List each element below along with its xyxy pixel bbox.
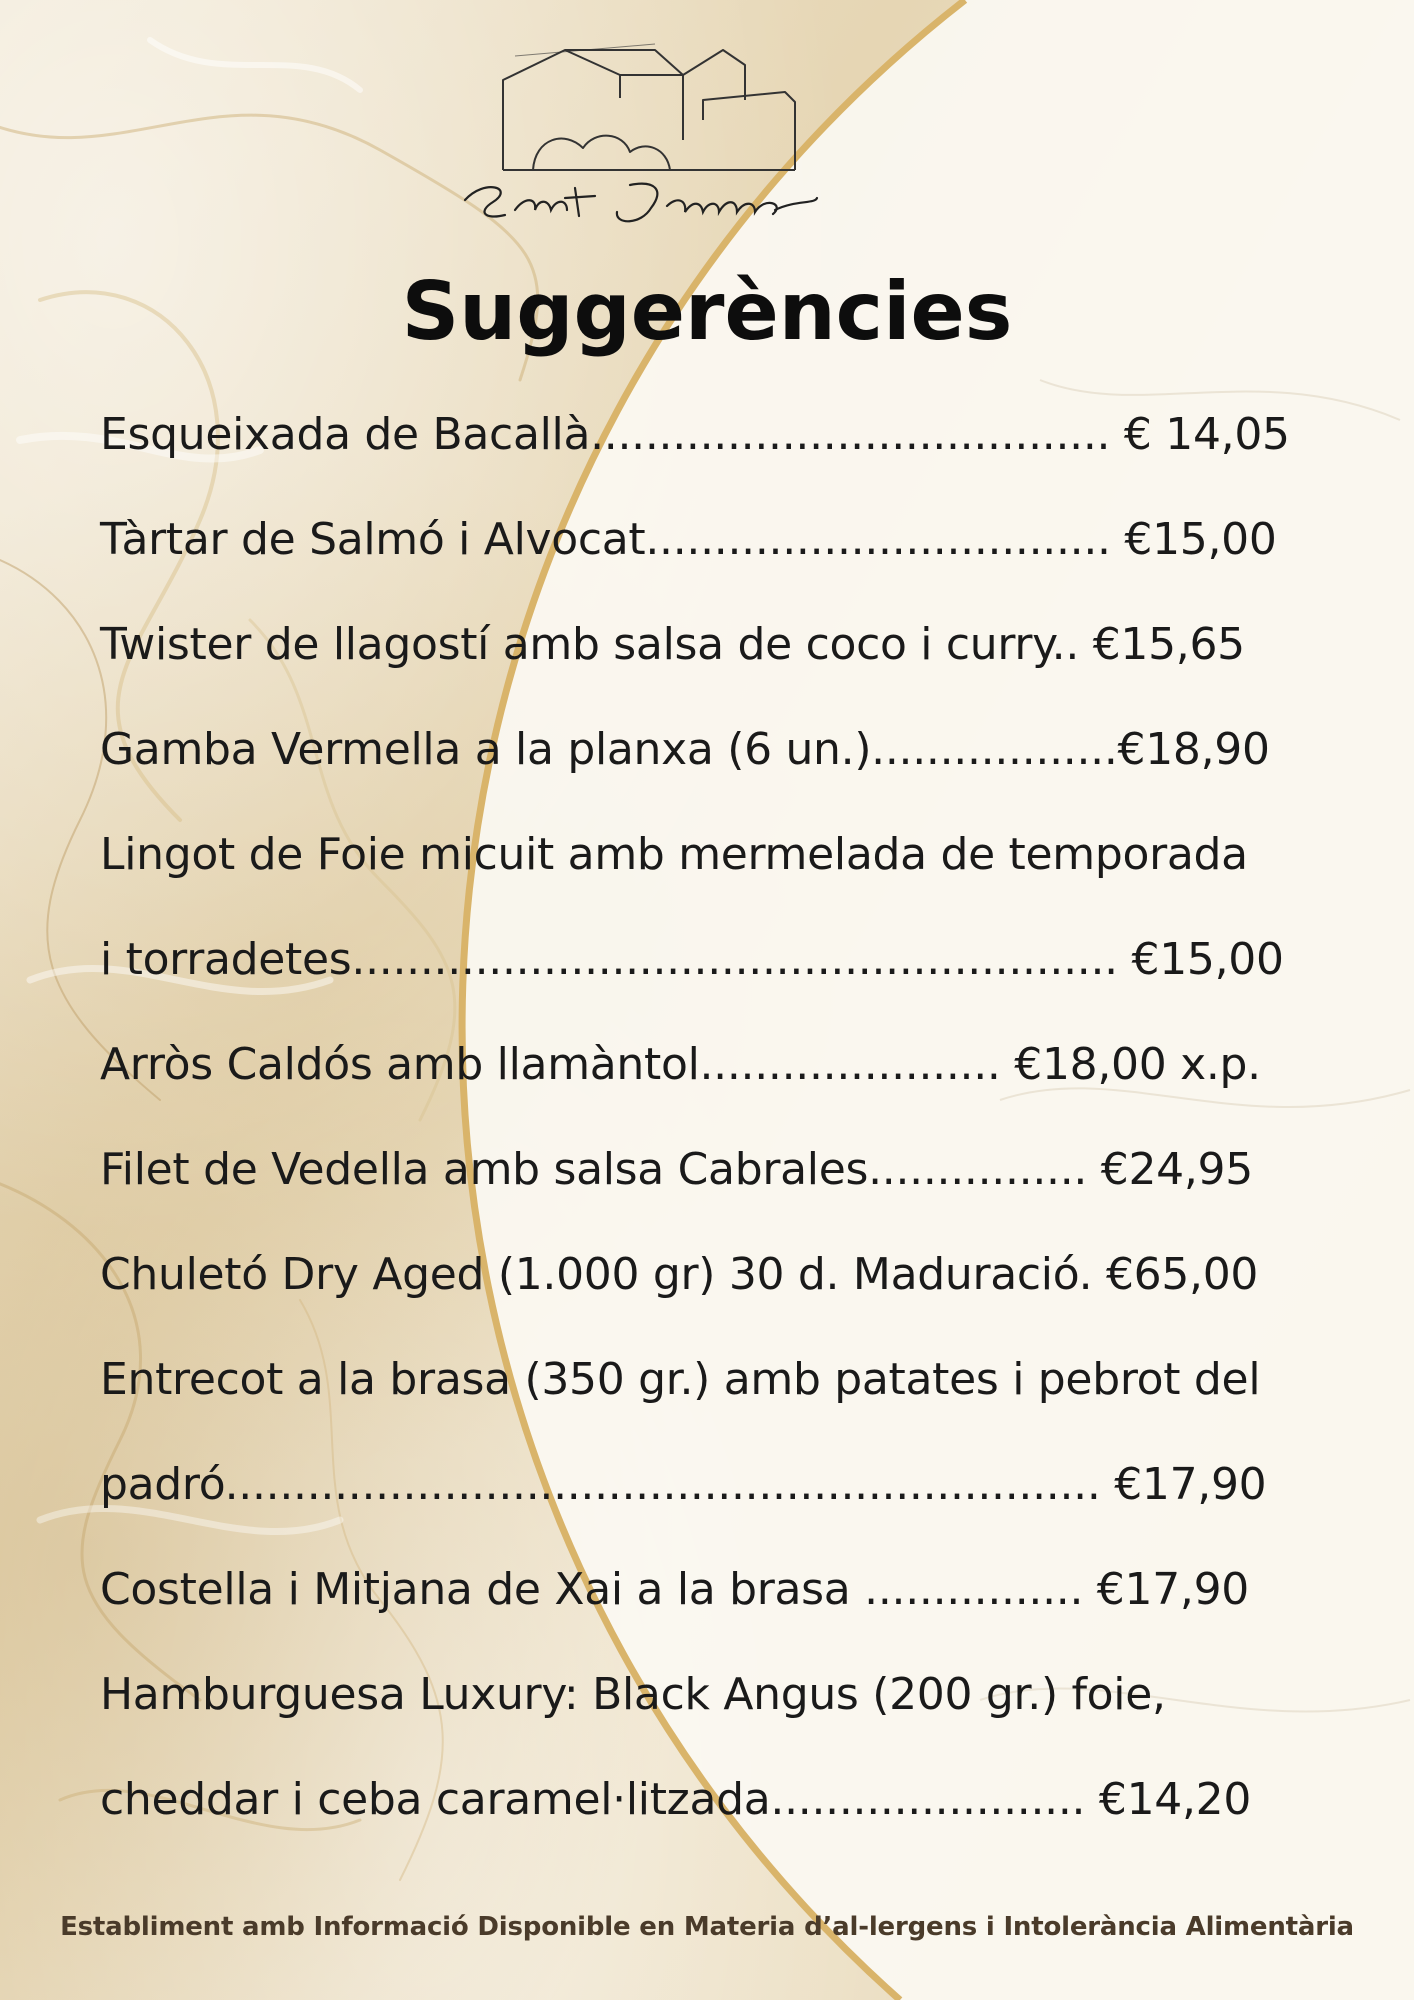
page-title: Suggerències	[401, 265, 1013, 358]
house-outline-icon	[455, 20, 955, 235]
menu-item-entrecot-line1: Entrecot a la brasa (350 gr.) amb patates i pebrot del	[100, 1354, 1261, 1405]
menu-item-filet: Filet de Vedella amb salsa Cabrales................ €24,95	[100, 1144, 1253, 1195]
menu-item-tartar: Tàrtar de Salmó i Alvocat.................................. €15,00	[100, 514, 1277, 565]
menu-item-chuleto: Chuletó Dry Aged (1.000 gr) 30 d. Maduració. €65,00	[100, 1249, 1259, 1300]
menu-item-arros: Arròs Caldós amb llamàntol...................... €18,00 x.p.	[100, 1039, 1261, 1090]
menu-item-costella: Costella i Mitjana de Xai a la brasa ................ €17,90	[100, 1564, 1249, 1615]
menu-item-entrecot-line2: padró................................................................ €17,90	[100, 1459, 1267, 1510]
menu-item-gamba: Gamba Vermella a la planxa (6 un.)..................€18,90	[100, 724, 1270, 775]
menu-item-hamburguesa-line1: Hamburguesa Luxury: Black Angus (200 gr.) foie,	[100, 1669, 1166, 1720]
allergen-notice: Establiment amb Informació Disponible en Materia d’al-lergens i Intolerància Alimentària	[60, 1912, 1354, 1942]
menu-list	[100, 400, 1340, 1870]
sant-jaume-signature	[465, 184, 817, 222]
menu-item-hamburguesa-line2: cheddar i ceba caramel·litzada....................... €14,20	[100, 1774, 1252, 1825]
menu-item-lingot-line1: Lingot de Foie micuit amb mermelada de temporada	[100, 829, 1248, 880]
menu-item-twister: Twister de llagostí amb salsa de coco i curry.. €15,65	[100, 619, 1245, 670]
menu-item-esqueixada: Esqueixada de Bacallà...................................... € 14,05	[100, 409, 1290, 460]
menu-item-lingot-line2: i torradetes........................................................ €15,00	[100, 934, 1284, 985]
